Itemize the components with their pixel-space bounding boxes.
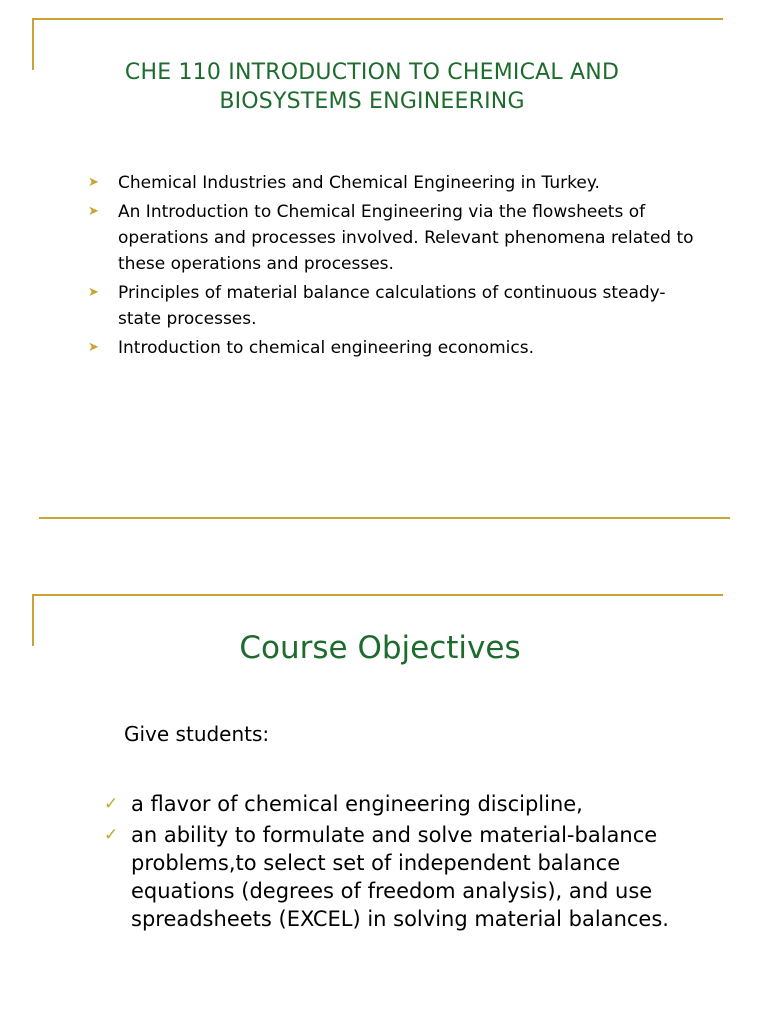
- slide-1-title: [40, 58, 704, 116]
- bullet-text: an ability to formulate and solve material-balance problems,to select set of independent balance equations (degrees of freedom analysis), and use spreadsheets (EXCEL) in solving material balances.: [131, 823, 669, 931]
- bullet-item: [88, 199, 708, 277]
- arrow-right-icon: ➤: [88, 285, 99, 300]
- slide-2: [0, 590, 768, 1024]
- slide-1-title-line-2: BIOSYSTEMS ENGINEERING: [219, 89, 525, 114]
- slide-2-bullet-list: [104, 790, 704, 936]
- arrow-right-icon: ➤: [88, 204, 99, 219]
- bullet-text: Introduction to chemical engineering economics.: [118, 338, 534, 358]
- bullet-item: [88, 170, 708, 196]
- checkmark-icon: ✓: [104, 825, 119, 845]
- bullet-item: [88, 280, 708, 332]
- slide-1-bullet-list: [88, 170, 708, 364]
- slide-2-title: Course Objectives: [239, 630, 521, 666]
- bullet-text: An Introduction to Chemical Engineering via the flowsheets of operations and processes involved. Relevant phenomena related to these operations and processes.: [118, 202, 694, 274]
- bullet-item: [88, 335, 708, 361]
- slide-2-intro-text: Give students:: [124, 722, 270, 746]
- slide-1-title-line-1: CHE 110 INTRODUCTION TO CHEMICAL AND: [124, 60, 620, 85]
- slide-frame-top-line: [32, 18, 723, 20]
- arrow-right-icon: ➤: [88, 340, 99, 355]
- arrow-right-icon: ➤: [88, 175, 99, 190]
- bullet-text: Principles of material balance calculations of continuous steady-state processes.: [118, 283, 666, 329]
- slide-divider-line: [39, 517, 730, 519]
- slide-frame-left-line: [32, 18, 34, 70]
- bullet-text: Chemical Industries and Chemical Engineering in Turkey.: [118, 173, 600, 193]
- checkmark-icon: ✓: [104, 794, 119, 814]
- bullet-item: [104, 790, 704, 818]
- bullet-item: [104, 821, 704, 933]
- bullet-text: a flavor of chemical engineering discipline,: [131, 792, 583, 816]
- slide-frame-top-line: [32, 594, 723, 596]
